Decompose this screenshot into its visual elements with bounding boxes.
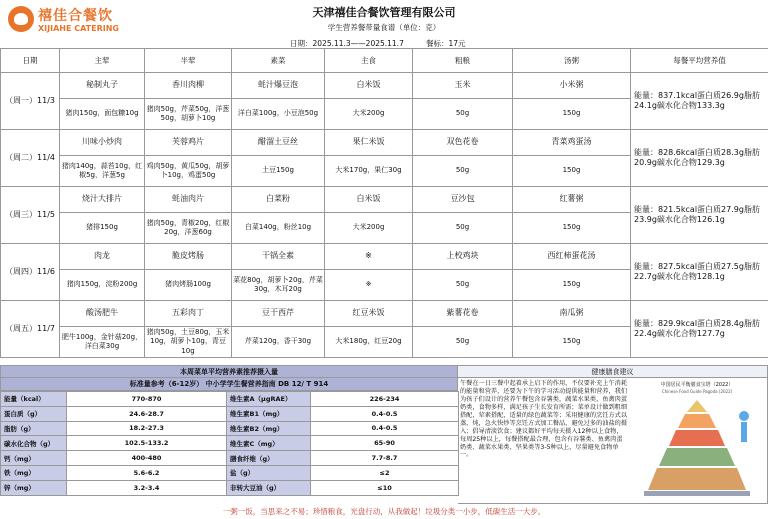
nutrient-value: 18.2-27.3 xyxy=(67,421,227,436)
nutrient-table xyxy=(0,391,459,496)
nutrient-row xyxy=(1,392,459,407)
day-cell: （周四）11/6 xyxy=(1,244,60,301)
dish-name: 果仁米饭 xyxy=(325,130,413,156)
dish-name: 白米饭 xyxy=(325,73,413,99)
day-cell: （周三）11/5 xyxy=(1,187,60,244)
dish-name: 双色花卷 xyxy=(413,130,513,156)
ingredient-amount: 150g xyxy=(513,270,631,301)
ingredient-amount: 大米200g xyxy=(325,213,413,244)
dish-name: 白菜粉 xyxy=(232,187,325,213)
nutrient-value: 3.2-3.4 xyxy=(67,480,227,495)
advice-section xyxy=(458,378,768,504)
nutrient-value: ≤2 xyxy=(311,465,459,480)
dish-name: 紫薯花卷 xyxy=(413,301,513,327)
nutrient-value: ≤10 xyxy=(311,480,459,495)
nutrient-value: 102.5-133.2 xyxy=(67,436,227,451)
nutrient-label: 能量（kcal） xyxy=(1,392,67,407)
ingredient-amount: 土豆150g xyxy=(232,156,325,187)
nutrient-label: 蛋白质（g） xyxy=(1,406,67,421)
dish-row xyxy=(1,130,768,156)
column-header: 粗粮 xyxy=(413,49,513,73)
nutrient-label: 碳水化合物（g） xyxy=(1,436,67,451)
ingredient-amount: 猪肉50g，青椒20g，红椒20g，洋葱60g xyxy=(145,213,232,244)
dish-name: 玉米 xyxy=(413,73,513,99)
nutrient-label: 铁（mg） xyxy=(1,465,67,480)
nutrient-standard-label: 标准量参考（6-12岁） 中小学学生餐营养指南 DB 12/ T 914 xyxy=(0,378,458,391)
dish-row xyxy=(1,301,768,327)
column-header: 主食 xyxy=(325,49,413,73)
nutrient-label: 维生素C（mg） xyxy=(227,436,311,451)
ingredient-amount: 猪排150g xyxy=(60,213,145,244)
column-header: 主荤 xyxy=(60,49,145,73)
nutrient-value: 5.6-6.2 xyxy=(67,465,227,480)
dish-name: 西红柿蛋花汤 xyxy=(513,244,631,270)
dish-name: 干锅全素 xyxy=(232,244,325,270)
ingredient-amount: 50g xyxy=(413,327,513,358)
nutrient-value: 0.4-0.5 xyxy=(311,406,459,421)
logo-text-en: XIJIAHE CATERING xyxy=(38,24,119,33)
page-subtitle: 学生营养餐带量食谱（单位：克） xyxy=(327,23,441,32)
nutrient-value: 0.4-0.5 xyxy=(311,421,459,436)
dish-name: 香川肉柳 xyxy=(145,73,232,99)
column-header: 每餐平均营养值 xyxy=(631,49,768,73)
footer-slogan: 一粥一饭，当思来之不易；珍惜粮食，光盘行动，从我做起！垃圾分类一小步，低碳生活一大步。 xyxy=(222,507,546,516)
ingredient-amount: 大米200g xyxy=(325,99,413,130)
dish-name: 红豆米饭 xyxy=(325,301,413,327)
day-cell: （周一）11/3 xyxy=(1,73,60,130)
ingredient-amount: 150g xyxy=(513,156,631,187)
ingredient-amount: 猪肉烤肠100g xyxy=(145,270,232,301)
dish-name: ※ xyxy=(325,244,413,270)
dish-name: 白米饭 xyxy=(325,187,413,213)
dish-name: 烧汁大排片 xyxy=(60,187,145,213)
nutrient-value: 226-234 xyxy=(311,392,459,407)
nutrient-row xyxy=(1,421,459,436)
nutrient-label: 钙（mg） xyxy=(1,451,67,466)
ingredient-amount: 洋白菜100g，小豆泡50g xyxy=(232,99,325,130)
dish-name: 酸汤肥牛 xyxy=(60,301,145,327)
column-header: 半荤 xyxy=(145,49,232,73)
nutrient-label: 维生素A（μgRAE） xyxy=(227,392,311,407)
nutrient-label: 锌（mg） xyxy=(1,480,67,495)
ingredient-amount: 芹菜120g，香干30g xyxy=(232,327,325,358)
logo-text-cn: 禧佳合餐饮 xyxy=(38,8,113,24)
ingredient-amount: 150g xyxy=(513,327,631,358)
column-header: 素菜 xyxy=(232,49,325,73)
food-pagoda-graphic xyxy=(632,382,762,500)
nutrient-row xyxy=(1,451,459,466)
meal-price: 餐标：17元 xyxy=(426,39,466,48)
day-cell: （周五）11/7 xyxy=(1,301,60,358)
dish-name: 豆干西芹 xyxy=(232,301,325,327)
dish-name: 红薯粥 xyxy=(513,187,631,213)
dish-name: 川味小炒肉 xyxy=(60,130,145,156)
nutrient-value: 400-480 xyxy=(67,451,227,466)
ingredient-amount: 猪肉140g，蒜苔10g，红椒5g，洋葱5g xyxy=(60,156,145,187)
ingredient-amount: 猪肉150g，淀粉200g xyxy=(60,270,145,301)
ingredient-amount: 50g xyxy=(413,213,513,244)
nutrient-row xyxy=(1,480,459,495)
dish-name: 小米粥 xyxy=(513,73,631,99)
ingredient-amount: 猪肉150g，面包糠10g xyxy=(60,99,145,130)
dish-name: 秘制丸子 xyxy=(60,73,145,99)
dish-name: 五彩肉丁 xyxy=(145,301,232,327)
nutrient-label: 脂肪（g） xyxy=(1,421,67,436)
nutrient-row xyxy=(1,465,459,480)
nutrient-label: 膳食纤维（g） xyxy=(227,451,311,466)
dish-name: 青菜鸡蛋汤 xyxy=(513,130,631,156)
ingredient-amount: 50g xyxy=(413,99,513,130)
dish-row xyxy=(1,244,768,270)
nutrition-summary: 能量：827.5kcal蛋白质27.5g脂肪22.7g碳水化合物128.1g xyxy=(631,244,768,301)
dish-name: 上校鸡块 xyxy=(413,244,513,270)
nutrient-label: 维生素B2（mg） xyxy=(227,421,311,436)
nutrient-reference-section xyxy=(0,365,458,496)
nutrition-summary: 能量：828.6kcal蛋白质28.3g脂肪20.9g碳水化合物129.3g xyxy=(631,130,768,187)
menu-period: 日期：2025.11.3——2025.11.7 xyxy=(290,39,404,48)
ingredient-amount: ※ xyxy=(325,270,413,301)
food-pagoda-icon xyxy=(640,398,754,498)
ingredient-amount: 鸡肉50g，黄瓜50g，胡萝卜10g，鸡蛋50g xyxy=(145,156,232,187)
dish-name: 醋溜土豆丝 xyxy=(232,130,325,156)
ingredient-amount: 50g xyxy=(413,156,513,187)
dish-name: 脆皮烤肠 xyxy=(145,244,232,270)
dish-name: 蚝油肉片 xyxy=(145,187,232,213)
day-cell: （周二）11/4 xyxy=(1,130,60,187)
pagoda-title: 中国居民平衡膳食宝塔（2022） xyxy=(660,382,734,388)
column-header: 日期 xyxy=(1,49,60,73)
nutrient-label: 盐（g） xyxy=(227,465,311,480)
nutrient-value: 24.6-28.7 xyxy=(67,406,227,421)
company-name: 天津禧佳合餐饮管理有限公司 xyxy=(312,6,456,19)
column-header: 汤粥 xyxy=(513,49,631,73)
nutrient-row xyxy=(1,406,459,421)
dish-row xyxy=(1,73,768,99)
ingredient-amount: 大米170g，果仁30g xyxy=(325,156,413,187)
nutrient-value: 65-90 xyxy=(311,436,459,451)
ingredient-amount: 菜花80g，胡萝卜20g，芹菜30g，木耳20g xyxy=(232,270,325,301)
advice-text: 午餐在一日三餐中起着承上启下的作用，不仅要补充上午消耗的能量和营养，还要为下午的学习活动提供能量和营养，我们为孩子们设计的营养午餐包含谷薯类，蔬菜水果类，鱼禽肉蛋奶类，食物多样，满足孩子生长发育所需；菜单设计做到粗细搭配，荤素搭配，适量的绿色蔬菜等；采用健康的烹饪方式以蒸，炖，急火快炒等烹饪方式加工餐品，避免过多的油盐的摄入；倡导清淡饮食；建议都好平均每天摄入12种以上食物，每周25种以上，每餐搭配最合理，包含有谷薯类、鱼禽肉蛋奶类、蔬菜水果类、坚果类等3-5种以上，尽量避免食物单一。 xyxy=(460,380,628,459)
nutrient-label: 维生素B1（mg） xyxy=(227,406,311,421)
nutrition-summary: 能量：837.1kcal蛋白质26.9g脂肪24.1g碳水化合物133.3g xyxy=(631,73,768,130)
dish-name: 南瓜粥 xyxy=(513,301,631,327)
nutrient-section-title: 本周菜单平均营养素推荐摄入量 xyxy=(0,365,458,378)
ingredient-amount: 白菜140g，粉丝10g xyxy=(232,213,325,244)
nutrient-value: 770-870 xyxy=(67,392,227,407)
advice-title: 健康膳食建议 xyxy=(458,365,768,378)
weekly-menu-table xyxy=(0,48,768,358)
nutrition-summary: 能量：829.9kcal蛋白质28.4g脂肪22.4g碳水化合物127.7g xyxy=(631,301,768,358)
nutrient-label: 非转大豆油（g） xyxy=(227,480,311,495)
dish-name: 芙蓉鸡片 xyxy=(145,130,232,156)
ingredient-amount: 猪肉50g，芹菜50g，洋葱50g，胡萝卜10g xyxy=(145,99,232,130)
dish-name: 豆沙包 xyxy=(413,187,513,213)
nutrient-value: 7.7-8.7 xyxy=(311,451,459,466)
dish-name: 蚝汁爆豆泡 xyxy=(232,73,325,99)
nutrition-summary: 能量：821.5kcal蛋白质27.9g脂肪23.9g碳水化合物126.1g xyxy=(631,187,768,244)
ingredient-amount: 50g xyxy=(413,270,513,301)
pagoda-subtitle: Chinese Food Guide Pagoda (2022) xyxy=(661,389,733,394)
nutrient-row xyxy=(1,436,459,451)
dish-row xyxy=(1,187,768,213)
ingredient-amount: 肥牛100g，金针菇20g，洋白菜30g xyxy=(60,327,145,358)
menu-header-row xyxy=(1,49,768,73)
ingredient-amount: 150g xyxy=(513,99,631,130)
ingredient-amount: 150g xyxy=(513,213,631,244)
ingredient-amount: 猪肉50g，土豆80g，玉米10g，胡萝卜10g，青豆10g xyxy=(145,327,232,358)
ingredient-amount: 大米180g，红豆20g xyxy=(325,327,413,358)
dish-name: 肉龙 xyxy=(60,244,145,270)
